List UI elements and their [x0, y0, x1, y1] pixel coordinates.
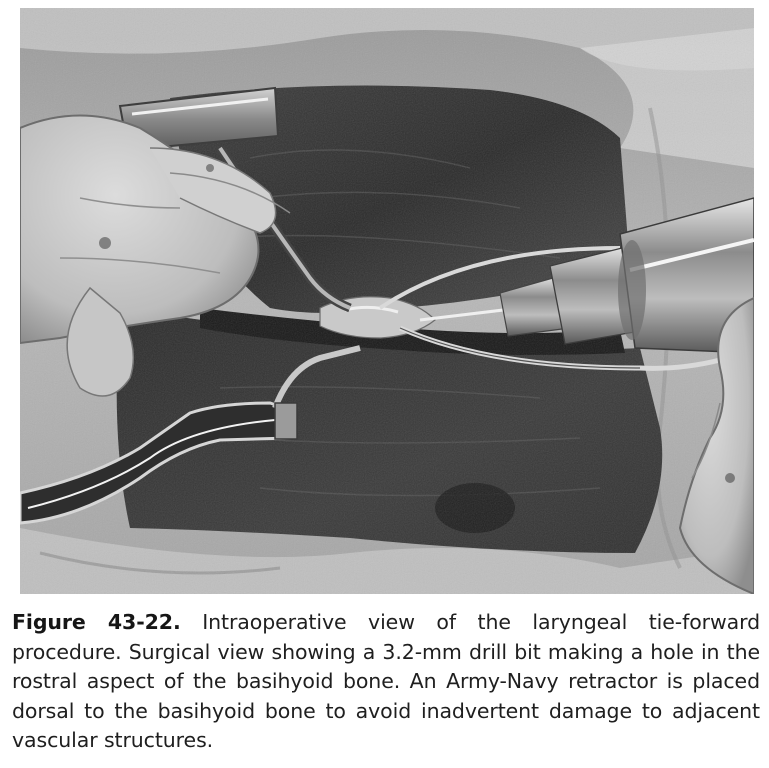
figure-caption — [12, 608, 760, 756]
surgical-photo — [20, 8, 754, 594]
figure-caption-text: Intraoperative view of the laryngeal tie-forward procedure. Surgical view showing a 3.2-mm drill bit making a hole in the rostral aspect of the basihyoid bone. An Army-Navy retractor is placed dorsal to the basihyoid bone to avoid inadvertent damage to adjacent vascular structures. — [12, 610, 760, 753]
figure-label: Figure 43-22. — [12, 610, 181, 634]
